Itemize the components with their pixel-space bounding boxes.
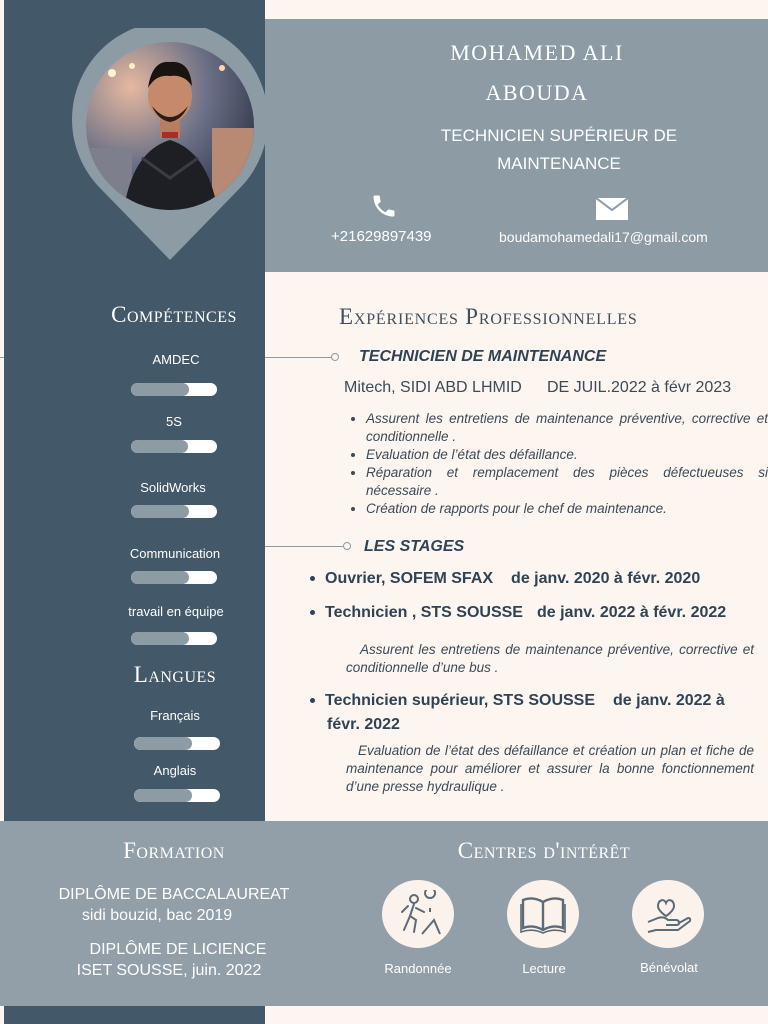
timeline-dot bbox=[343, 542, 351, 550]
list-item: • Assurent les entretiens de maintenance préventive, corrective et conditionnelle . bbox=[366, 410, 768, 446]
bullet bbox=[310, 610, 315, 615]
job-tasks bbox=[346, 410, 768, 518]
skill-label: Communication bbox=[129, 546, 221, 561]
divider bbox=[0, 357, 4, 358]
stage-description: Assurent les entretiens de maintenance préventive, corrective et conditionnelle d’une bus . bbox=[346, 642, 754, 675]
skill-bar bbox=[131, 571, 217, 584]
timeline-dot bbox=[331, 353, 339, 361]
hobby-label: Lecture bbox=[522, 961, 566, 976]
stage-dates-cont: févr. 2022 bbox=[327, 716, 400, 733]
skill-bar-fill bbox=[131, 383, 189, 396]
skill-bar-fill bbox=[131, 632, 189, 645]
list-item: • Evaluation de l’état des défaillance. bbox=[366, 446, 768, 464]
stages-title: LES STAGES bbox=[364, 538, 465, 555]
stage-title: Technicien , STS SOUSSE bbox=[325, 604, 523, 621]
formation-place: ISET SOUSSE, juin. 2022 bbox=[76, 962, 262, 979]
skill-label: AMDEC bbox=[152, 352, 200, 367]
bullet bbox=[310, 576, 315, 581]
list-item: • Création de rapports pour le chef de maintenance. bbox=[366, 500, 768, 518]
envelope-icon bbox=[596, 198, 628, 220]
skill-label: travail en équipe bbox=[128, 604, 224, 619]
language-bar-fill bbox=[134, 789, 192, 802]
stage-item bbox=[310, 689, 765, 737]
phone-number[interactable]: +21629897439 bbox=[331, 228, 432, 245]
skill-bar bbox=[131, 505, 217, 518]
formation-degree: DIPLÔME DE LICIENCE bbox=[89, 941, 267, 958]
skill-bar bbox=[131, 383, 217, 396]
email-address[interactable]: boudamohamedali17@gmail.com bbox=[499, 229, 708, 245]
job-title-line2: MAINTENANCE bbox=[497, 154, 621, 173]
phone-icon bbox=[370, 192, 398, 220]
language-label: Français bbox=[150, 708, 200, 723]
stage-item bbox=[310, 567, 700, 591]
stage-item bbox=[310, 601, 726, 625]
stage-dates: de janv. 2022 à bbox=[613, 692, 725, 709]
experiences-title: Expériences Professionnelles bbox=[339, 304, 638, 329]
skill-bar bbox=[131, 440, 217, 453]
skill-bar-fill bbox=[131, 571, 189, 584]
stage-dates: de janv. 2020 à févr. 2020 bbox=[511, 570, 701, 587]
language-bar bbox=[134, 737, 220, 750]
job-title-line1: TECHNICIEN SUPÉRIEUR DE bbox=[440, 126, 678, 145]
hobby-label: Randonnée bbox=[384, 961, 452, 976]
skill-bar bbox=[131, 632, 217, 645]
formation-item bbox=[40, 884, 308, 926]
timeline-connector bbox=[265, 546, 343, 547]
skill-bar-fill bbox=[131, 505, 189, 518]
stage-title: Ouvrier, SOFEM SFAX bbox=[325, 570, 494, 587]
bullet bbox=[310, 698, 315, 703]
profile-pin bbox=[72, 28, 268, 262]
stage-dates: de janv. 2022 à févr. 2022 bbox=[536, 604, 727, 621]
timeline-connector bbox=[265, 357, 333, 358]
stage-description: Evaluation de l’état des défaillance et création un plan et fiche de maintenance pour améliorer et assurer la bonne fonctionnement d’une presse hydraulique . bbox=[346, 743, 754, 794]
hobby-label: Bénévolat bbox=[640, 960, 698, 975]
language-bar bbox=[134, 789, 220, 802]
heart-hand-icon bbox=[632, 880, 704, 948]
formation-degree: DIPLÔME DE BACCALAUREAT bbox=[58, 886, 290, 903]
job-title bbox=[405, 122, 713, 178]
interets-title: Centres d'intérêt bbox=[457, 838, 631, 863]
name-first: MOHAMED ALI bbox=[450, 40, 624, 65]
list-item: • Réparation et remplacement des pièces défectueuses si nécessaire . bbox=[366, 464, 768, 500]
language-bar-fill bbox=[134, 737, 192, 750]
formation-title: Formation bbox=[123, 838, 225, 863]
hiking-icon bbox=[382, 880, 454, 948]
stage-title: Technicien supérieur, STS SOUSSE bbox=[325, 692, 596, 709]
formation-place: sidi bouzid, bac 2019 bbox=[81, 907, 233, 924]
name-last: ABOUDA bbox=[485, 80, 589, 105]
book-icon bbox=[507, 880, 579, 948]
competences-title: Compétences bbox=[111, 302, 237, 327]
job-company: Mitech, SIDI ABD LHMID bbox=[344, 379, 522, 396]
skill-bar-fill bbox=[131, 440, 188, 453]
langues-title: Langues bbox=[133, 662, 217, 687]
job-role: TECHNICIEN DE MAINTENANCE bbox=[359, 348, 607, 365]
skill-label: 5S bbox=[166, 414, 182, 429]
formation-item bbox=[44, 939, 312, 981]
language-label: Anglais bbox=[153, 763, 197, 778]
job-dates: DE JUIL.2022 à févr 2023 bbox=[547, 379, 732, 396]
skill-label: SolidWorks bbox=[140, 480, 206, 495]
